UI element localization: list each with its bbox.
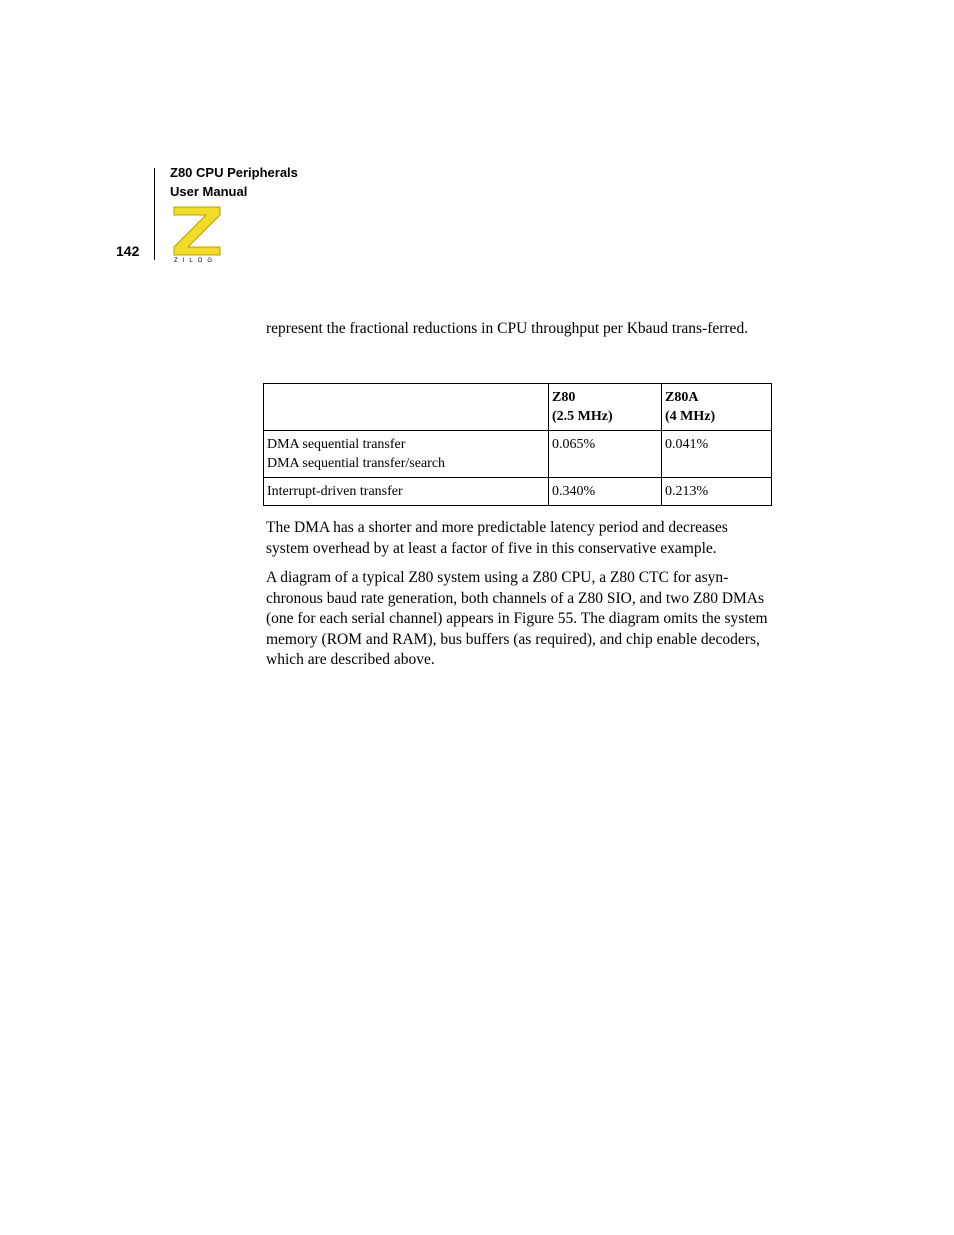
header-empty <box>264 384 549 431</box>
table-row: DMA sequential transfer DMA sequential transfer/search 0.065% 0.041% <box>264 431 772 478</box>
doc-title: Z80 CPU Peripherals <box>170 165 298 180</box>
doc-subtitle: User Manual <box>170 184 248 199</box>
header-rule <box>154 168 155 260</box>
page-number: 142 <box>116 243 140 259</box>
paragraph-diagram: A diagram of a typical Z80 system using a Z80 CPU, a Z80 CTC for asyn-chronous baud rate generation, both channels of a Z80 SIO, and two Z80 DMAs (one for each serial channel) appears in Figure 55. The diagram omits the system memory (ROM and RAM), bus buffers (as required), and chip enable decoders, which are described above. <box>266 569 768 668</box>
header-z80: Z80 (2.5 MHz) <box>549 384 662 431</box>
header-z80a: Z80A (4 MHz) <box>662 384 772 431</box>
throughput-table <box>263 383 772 506</box>
paragraph-dma: The DMA has a shorter and more predictable latency period and decreases system overhead by at least a factor of five in this conservative example. <box>266 519 728 557</box>
zilog-logo <box>170 205 224 263</box>
table-row: Interrupt-driven transfer 0.340% 0.213% <box>264 478 772 506</box>
svg-text:ZILOG: ZILOG <box>174 258 218 263</box>
intro-paragraph: represent the fractional reductions in CPU throughput per Kbaud trans-ferred. <box>266 320 749 337</box>
